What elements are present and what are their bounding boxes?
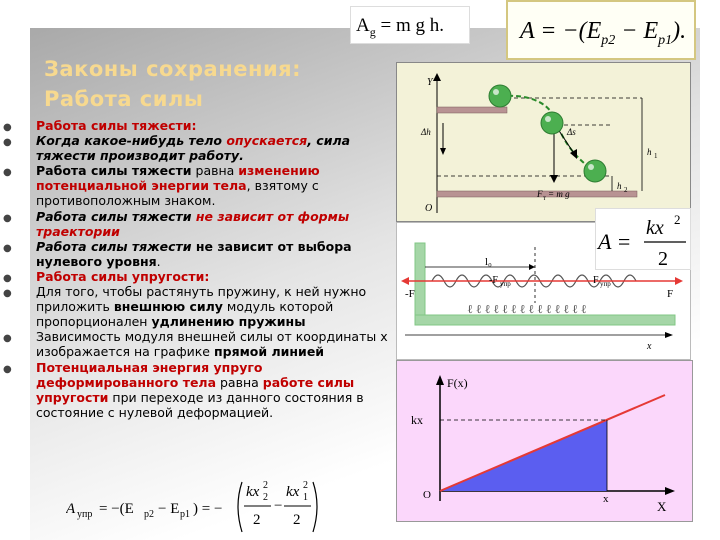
svg-text:2: 2	[624, 186, 628, 194]
bullet-list	[0, 118, 390, 420]
svg-text:2: 2	[263, 492, 268, 503]
svg-text:kx: kx	[646, 217, 664, 239]
force-graph-svg	[397, 361, 694, 523]
bullet-item: ● Работа силы тяжести не зависит от выбора нулевого уровня.	[3, 238, 352, 269]
svg-text:Δh: Δh	[421, 127, 431, 137]
svg-text:2: 2	[263, 480, 268, 491]
bullet-item: ● Для того, чтобы растянуть пружину, к ней нужно приложить внешнюю силу модуль которой пропорционален удлинению пружины	[3, 284, 367, 330]
svg-text:x: x	[647, 341, 652, 352]
bullet-item: ● Работа силы тяжести:	[0, 118, 390, 133]
bullet-item: ● Работа силы упругости:	[0, 269, 390, 284]
bullet-item: ● Зависимость модуля внешней силы от координаты x изображается на графике прямой линией	[3, 329, 388, 360]
bullet-item: ● Работа силы тяжести не зависит от формы траектории	[3, 208, 350, 239]
svg-text:= m g: = m g	[548, 189, 570, 199]
svg-text:F: F	[667, 288, 674, 300]
svg-text:A: A	[66, 501, 76, 517]
ball-middle	[541, 112, 563, 134]
bullet-item: ● Потенциальная энергия упруго деформированного тела равна работе силы упругости при переходе из данного состояния в состояние с нулевой деформацией.	[3, 359, 364, 420]
svg-text:1: 1	[654, 152, 658, 160]
svg-text:l₀: l₀	[485, 256, 492, 268]
svg-text:Y: Y	[427, 77, 433, 88]
svg-text:kx: kx	[411, 413, 423, 427]
svg-text:X: X	[657, 499, 667, 514]
svg-text:-F: -F	[489, 275, 498, 286]
bullet-dot-icon: ●	[3, 122, 12, 133]
svg-text:упр: упр	[77, 509, 93, 520]
elastic-energy-formula-svg	[596, 209, 692, 271]
title-line-1: Законы сохранения:	[44, 57, 302, 81]
svg-text:= −(E: = −(E	[99, 501, 134, 517]
svg-text:упр: упр	[500, 280, 511, 288]
svg-text:Δs: Δs	[567, 127, 576, 137]
bullet-item: ● Работа силы тяжести равна изменению потенциальной энергии тела, взятому с противоположным знаком.	[3, 163, 320, 209]
svg-text:упр: упр	[600, 280, 611, 288]
svg-text:kx: kx	[246, 484, 260, 500]
slide-title	[44, 54, 301, 114]
svg-text:1: 1	[303, 492, 308, 503]
svg-text:x: x	[603, 493, 609, 505]
bullet-dot-icon: ●	[3, 167, 12, 179]
svg-text:) = −: ) = −	[193, 501, 223, 517]
title-line-2: Работа силы	[44, 87, 204, 111]
elastic-work-formula	[66, 476, 321, 536]
svg-text:p2: p2	[144, 509, 154, 520]
svg-text:2: 2	[253, 512, 261, 528]
svg-text:p1: p1	[180, 509, 190, 520]
potential-energy-work-formula: $A = -(E_{p2} - E_{p1})$.	[506, 0, 696, 60]
svg-text:O: O	[423, 489, 431, 501]
bullet-dot-icon: ●	[3, 242, 12, 254]
force-graph-figure	[396, 360, 693, 522]
bullet-dot-icon: ●	[3, 333, 12, 345]
ball-end	[584, 160, 606, 182]
bullet-dot-icon: ●	[3, 288, 12, 300]
elastic-work-formula-svg	[66, 476, 321, 536]
svg-text:h: h	[647, 147, 652, 157]
gravity-trajectory-svg	[397, 63, 692, 223]
ball-start	[489, 85, 511, 107]
svg-text:F: F	[537, 189, 543, 199]
svg-text:h: h	[617, 181, 622, 191]
svg-text:2: 2	[674, 212, 681, 227]
gravity-trajectory-figure	[396, 62, 691, 222]
svg-text:-F: -F	[405, 288, 415, 300]
svg-text:kx: kx	[286, 484, 300, 500]
svg-text:2: 2	[658, 248, 668, 270]
svg-text:−: −	[274, 498, 283, 514]
svg-text:2: 2	[303, 480, 308, 491]
svg-text:2: 2	[293, 512, 301, 528]
svg-text:F(x): F(x)	[447, 376, 468, 390]
bullet-dot-icon: ●	[3, 363, 12, 375]
svg-text:F: F	[593, 275, 599, 286]
gravity-work-formula: $A_g = m$ g h.	[350, 6, 470, 44]
svg-text:ℓ ℓ ℓ ℓ ℓ ℓ ℓ ℓ ℓ ℓ ℓ ℓ ℓ ℓ: ℓ ℓ ℓ ℓ ℓ ℓ ℓ ℓ ℓ ℓ ℓ ℓ ℓ ℓ	[467, 302, 587, 316]
bullet-item: ● Когда какое-нибудь тело опускается, сила тяжести производит работу.	[3, 133, 351, 164]
svg-text:т: т	[543, 194, 547, 202]
svg-text:− E: − E	[158, 501, 180, 517]
bullet-dot-icon: ●	[3, 272, 12, 284]
bullet-dot-icon: ●	[3, 212, 12, 224]
svg-text:O: O	[425, 203, 433, 214]
bullet-dot-icon: ●	[3, 137, 12, 149]
elastic-energy-formula	[595, 208, 691, 270]
svg-text:A =: A =	[598, 229, 632, 254]
